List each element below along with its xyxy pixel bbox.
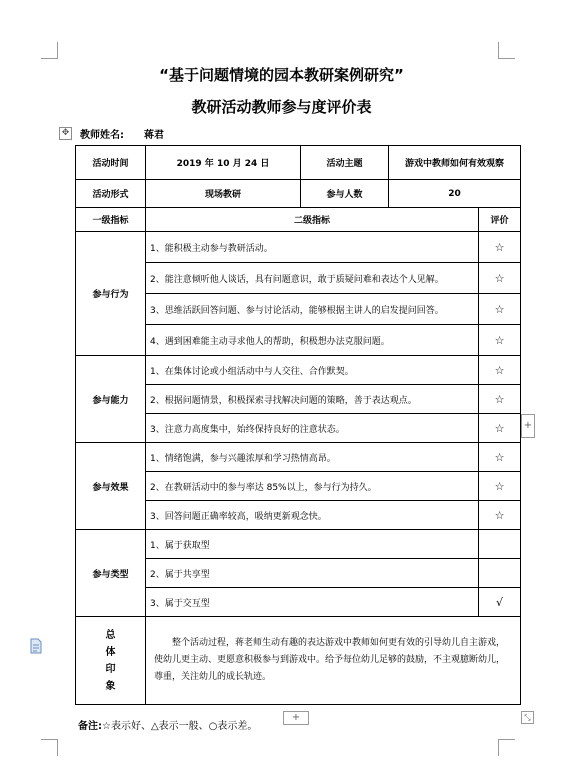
footnote-label: 备注:: [78, 721, 102, 732]
rating-cell[interactable]: ☆: [479, 356, 521, 385]
participant-count-label: 参与人数: [301, 180, 389, 208]
crop-mark-top-right: [498, 42, 515, 59]
crop-mark-bottom-left: [41, 739, 58, 756]
group-type-label: 参与类型: [76, 530, 146, 617]
criterion-text: 2、根据问题情景，积极探索寻找解决问题的策略，善于表达观点。: [146, 385, 479, 414]
rating-cell[interactable]: ☆: [479, 385, 521, 414]
add-row-plus-icon[interactable]: +: [283, 711, 309, 725]
rating-cell[interactable]: ☆: [479, 443, 521, 472]
rating-cell[interactable]: ☆: [479, 414, 521, 443]
evaluation-table: [75, 145, 521, 705]
document-title: “基于问题情境的园本教研案例研究”: [159, 66, 404, 84]
criterion-text: 3、思维活跃回答问题、参与讨论活动，能够根据主讲人的启发提问回答。: [146, 294, 479, 325]
summary-label-char: 总: [105, 629, 116, 641]
activity-theme-label: 活动主题: [301, 146, 389, 180]
rating-cell[interactable]: ☆: [479, 472, 521, 501]
summary-label-char: 象: [105, 680, 116, 692]
group-ability-label: 参与能力: [76, 356, 146, 443]
criterion-text: 1、在集体讨论或小组活动中与人交往、合作默契。: [146, 356, 479, 385]
teacher-name-line: [80, 126, 164, 141]
table-row: [76, 356, 521, 385]
criterion-text: 3、属于交互型: [146, 588, 479, 617]
crop-mark-bottom-right: [498, 739, 515, 756]
info-row-2: [76, 180, 521, 208]
info-row-1: [76, 146, 521, 180]
summary-label-char: 体: [105, 646, 116, 658]
summary-row: [76, 617, 521, 705]
header-level2: 二级指标: [146, 208, 479, 232]
summary-label-char: 印: [105, 663, 116, 675]
teacher-name-label: 教师姓名:: [80, 130, 124, 141]
teacher-name-value: 蒋君: [144, 130, 164, 141]
summary-cell[interactable]: [146, 617, 521, 705]
activity-form-label: 活动形式: [76, 180, 146, 208]
criterion-text: 3、回答问题正确率较高，吸纳更新观念快。: [146, 501, 479, 530]
summary-text: 整个活动过程，蒋老师生动有趣的表达游戏中教师如何更有效的引导幼儿自主游戏，使幼儿更主动、更愿意积极参与到游戏中。给予每位幼儿足够的鼓励，不主观臆断幼儿，尊重，关注幼儿的成长轨迹。: [154, 638, 506, 682]
participant-count-value: 20: [389, 180, 521, 208]
footnote: [78, 717, 257, 732]
activity-form-value: 现场教研: [146, 180, 301, 208]
rating-cell[interactable]: ☆: [479, 325, 521, 356]
activity-time-label: 活动时间: [76, 146, 146, 180]
rating-cell[interactable]: ☆: [479, 232, 521, 263]
criterion-text: 4、遇到困难能主动寻求他人的帮助，积极想办法克服问题。: [146, 325, 479, 356]
table-row: [76, 443, 521, 472]
criterion-text: 1、属于获取型: [146, 530, 479, 559]
rating-cell[interactable]: ☆: [479, 294, 521, 325]
header-rating: 评价: [479, 208, 521, 232]
rating-cell[interactable]: √: [479, 588, 521, 617]
document-icon[interactable]: [28, 638, 44, 654]
summary-label: [76, 617, 146, 705]
rating-cell[interactable]: [479, 530, 521, 559]
criterion-text: 3、注意力高度集中，始终保持良好的注意状态。: [146, 414, 479, 443]
rating-cell[interactable]: [479, 559, 521, 588]
criterion-text: 2、在教研活动中的参与率达 85%以上，参与行为持久。: [146, 472, 479, 501]
add-column-plus-icon[interactable]: +: [521, 414, 535, 438]
criterion-text: 1、能积极主动参与教研活动。: [146, 232, 479, 263]
rating-cell[interactable]: ☆: [479, 263, 521, 294]
table-move-handle-icon[interactable]: ✥: [59, 127, 72, 140]
activity-time-value: 2019 年 10 月 24 日: [146, 146, 301, 180]
header-level1: 一级指标: [76, 208, 146, 232]
group-behavior-label: 参与行为: [76, 232, 146, 356]
rating-cell[interactable]: ☆: [479, 501, 521, 530]
footnote-text: ☆表示好、△表示一般、○表示差。: [102, 721, 258, 732]
activity-theme-value: 游戏中教师如何有效观察: [389, 146, 521, 180]
header-row: [76, 208, 521, 232]
table-resize-handle-icon[interactable]: ⤡: [521, 711, 534, 724]
crop-mark-top-left: [41, 42, 58, 59]
table-row: [76, 530, 521, 559]
criterion-text: 1、情绪饱满，参与兴趣浓厚和学习热情高昂。: [146, 443, 479, 472]
table-row: [76, 232, 521, 263]
group-effect-label: 参与效果: [76, 443, 146, 530]
document-subtitle: 教研活动教师参与度评价表: [191, 98, 372, 116]
criterion-text: 2、属于共享型: [146, 559, 479, 588]
criterion-text: 2、能注意倾听他人谈话，具有问题意识，敢于质疑问难和表达个人见解。: [146, 263, 479, 294]
